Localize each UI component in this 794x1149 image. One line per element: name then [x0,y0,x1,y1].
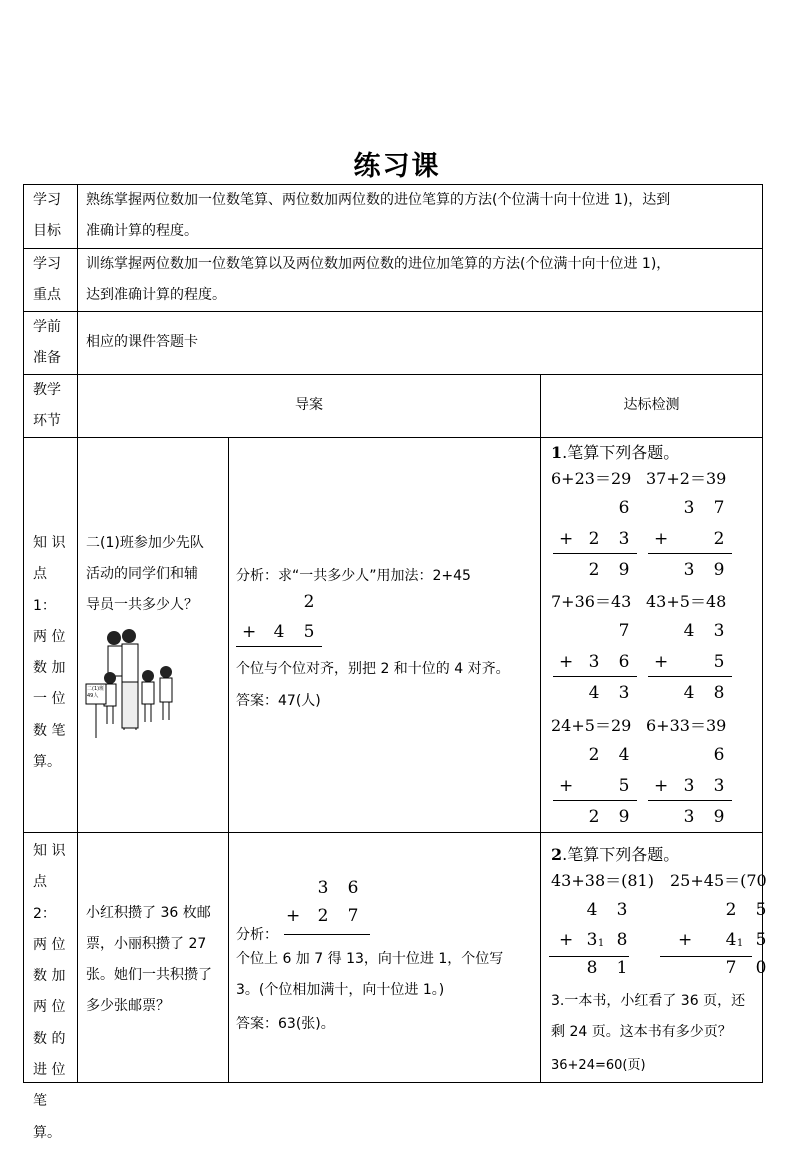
equation: 6+23＝29 [551,469,632,488]
addend-top-ones: 7 [618,621,630,641]
goal-text: 熟练掌握两位数加一位数笔算、两位数加两位数的进位笔算的方法(个位满十向十位进 1)，达到 准确计算的程度。 [86,192,671,239]
page-title: 练习课 [353,151,441,182]
point2-vertical-rule [284,934,370,935]
point1-vertical-b1: 4 [273,622,285,642]
sum-tens: 8 [586,958,598,978]
sum-tens: 4 [683,683,695,703]
sum-tens: 4 [588,683,600,703]
point2-answer: 答案：63(张)。 [236,1016,335,1032]
point2-vertical-a2: 6 [347,878,359,898]
point1-vertical-b2: 5 [303,622,315,642]
goal-label: 学习 目标 [33,192,61,239]
sum-rule [660,956,752,957]
addend-bottom-ones: 5 [713,652,725,672]
addend-bottom-ones: 3 [713,776,725,796]
point2-label: 知 识 点 2： 两 位 数 加 两 位 数 的 进 位 笔算。 [33,843,66,1141]
plus-sign: + [559,776,574,796]
point2-note: 个位上 6 加 7 得 13，向十位进 1，个位写 3。(个位相加满十，向十位进 1。) [236,951,504,998]
check2-q3: 3.一本书，小红看了 36 页，还 剩 24 页。这本书有多少页？ [551,993,746,1040]
sum-ones: 9 [618,807,630,827]
point1-problem: 二(1)班参加少先队 活动的同学们和辅 导员一共多少人？ [86,535,204,613]
sum-ones: 8 [713,683,725,703]
equation: 24+5＝29 [551,716,632,735]
sum-rule [549,956,629,957]
focus-text: 训练掌握两位数加一位数笔算以及两位数加两位数的进位加笔算的方法(个位满十向十位进 1)， 达到准确计算的程度。 [86,256,671,303]
addend-bottom-ones: 3 [618,529,630,549]
point2-analysis-label: 分析： [236,927,278,943]
addend-top-tens: 2 [725,900,737,920]
plus-sign: + [678,930,693,950]
addend-top-ones: 7 [713,498,725,518]
addend-top-tens: 2 [588,745,600,765]
point2-vertical-b1: 2 [317,906,329,926]
plus-sign: + [654,529,669,549]
point1-label: 知 识 点 1： 两 位 数 加 一 位 数 笔 算。 [33,535,66,771]
equation: 7+36＝43 [551,592,632,611]
sum-ones: 9 [713,560,725,580]
check1-title: 1.笔算下列各题。 [551,443,680,462]
point2-vertical-a1: 3 [317,878,329,898]
check2-title: 2.笔算下列各题。 [551,845,680,864]
addend-bottom-tens: 3 [683,776,695,796]
equation: 37+2＝39 [646,469,727,488]
addend-bottom-ones: 2 [713,529,725,549]
plus-sign: + [559,930,574,950]
sum-tens: 3 [683,807,695,827]
prep-label: 学前 准备 [33,319,61,366]
equation: 25+45＝(70 [670,871,767,890]
point1-vertical-plus: + [242,622,257,642]
sum-rule [553,676,637,677]
plus-sign: + [654,652,669,672]
point1-analysis: 分析：求“一共多少人”用加法：2+45 [236,568,471,584]
point1-vertical-top: 2 [303,592,315,612]
sum-ones: 9 [713,807,725,827]
sum-tens: 2 [588,807,600,827]
sum-rule [553,800,637,801]
point2-problem: 小红积攒了 36 枚邮 票，小丽积攒了 27 张。她们一共积攒了 多少张邮票？ [86,905,212,1014]
addend-top-ones: 6 [713,745,725,765]
addend-top-tens: 4 [683,621,695,641]
focus-label: 学习 重点 [33,256,61,303]
point1-answer: 答案：47(人) [236,693,321,709]
addend-top-ones: 5 [755,900,767,920]
addend-bottom-ones: 5 [755,930,767,950]
point2-vertical-b2: 7 [347,906,359,926]
section-label: 教学 环节 [33,382,61,429]
plus-sign: + [559,652,574,672]
point1-note: 个位与个位对齐，别把 2 和十位的 4 对齐。 [236,661,510,677]
sum-rule [648,553,732,554]
sum-ones: 0 [755,958,767,978]
sum-tens: 7 [725,958,737,978]
plus-sign: + [654,776,669,796]
plus-sign: + [559,529,574,549]
addend-top-ones: 6 [618,498,630,518]
carry-digit: 1 [736,938,744,949]
prep-text: 相应的课件答题卡 [86,334,198,350]
addend-top-tens: 3 [683,498,695,518]
equation: 43+5＝48 [646,592,727,611]
addend-bottom-tens: 3 [586,930,598,950]
addend-top-ones: 3 [713,621,725,641]
equation: 43+38＝(81) [551,871,654,890]
addend-bottom-ones: 6 [618,652,630,672]
sign-text: 二(1)班 49人 [87,686,105,699]
sum-rule [648,676,732,677]
point2-vertical-plus: + [286,906,301,926]
addend-top-ones: 4 [618,745,630,765]
sum-tens: 3 [683,560,695,580]
addend-bottom-tens: 3 [588,652,600,672]
guide-header: 导案 [295,397,323,413]
carry-digit: 1 [597,938,605,949]
addend-top-ones: 3 [616,900,628,920]
addend-top-tens: 4 [586,900,598,920]
addend-bottom-tens: 2 [588,529,600,549]
equation: 6+33＝39 [646,716,727,735]
sum-ones: 3 [618,683,630,703]
sum-tens: 2 [588,560,600,580]
check2-q3-answer: 36+24=60(页) [551,1058,646,1073]
sum-ones: 1 [616,958,628,978]
addend-bottom-tens: 4 [725,930,737,950]
students-illustration [84,628,184,740]
check-header: 达标检测 [623,397,680,413]
point1-vertical-rule [236,646,322,647]
sum-rule [553,553,637,554]
sum-rule [648,800,732,801]
addend-bottom-ones: 8 [616,930,628,950]
sum-ones: 9 [618,560,630,580]
addend-bottom-ones: 5 [618,776,630,796]
